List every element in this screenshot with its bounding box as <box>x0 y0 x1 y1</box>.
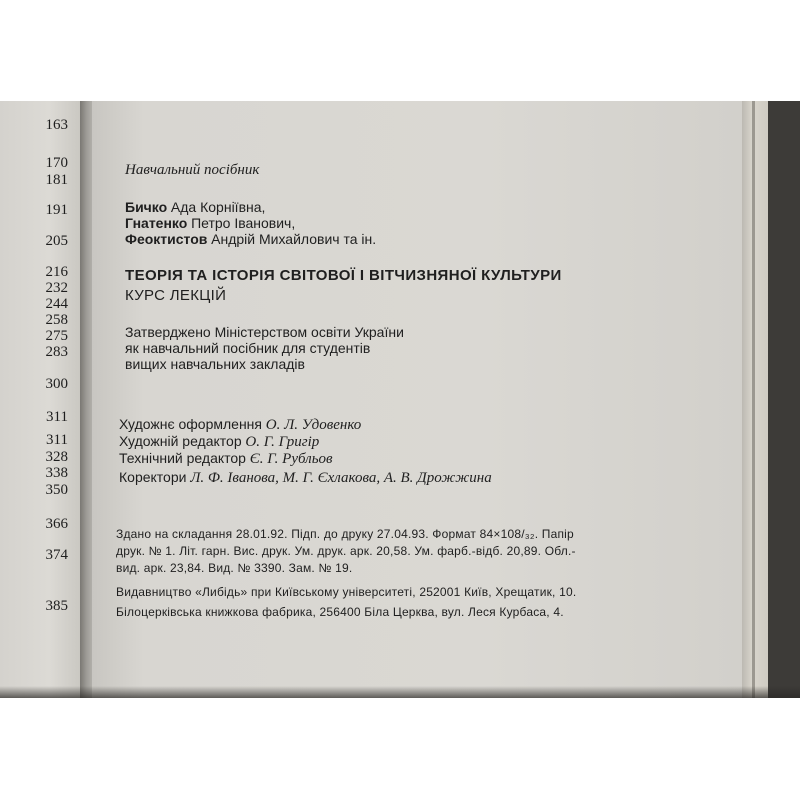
credit-line <box>119 450 333 467</box>
page-number: 275 <box>45 328 68 344</box>
author-given-name: Петро Іванович, <box>191 215 296 231</box>
bottom-shadow <box>0 686 800 698</box>
credit-names: Є. Г. Рубльов <box>249 451 333 467</box>
print-details-line: Здано на складання 28.01.92. Підп. до друку 27.04.93. Формат 84×108/₃₂. Папір <box>116 527 574 541</box>
book-photo <box>0 101 800 698</box>
imprint-page <box>92 101 742 698</box>
page-number: 311 <box>46 432 68 448</box>
page-number: 258 <box>45 312 68 328</box>
page-number: 338 <box>45 465 68 481</box>
page-number: 350 <box>45 482 68 498</box>
author-surname: Гнатенко <box>125 215 188 231</box>
page-number: 163 <box>45 117 68 133</box>
page-number: 283 <box>45 344 68 360</box>
credit-line <box>119 469 492 486</box>
approval-line: Затверджено Міністерством освіти України <box>125 324 404 340</box>
print-details-line: вид. арк. 23,84. Вид. № 3390. Зам. № 19. <box>116 561 353 575</box>
print-details-line: друк. № 1. Літ. гарн. Вис. друк. Ум. друк. арк. 20,58. Ум. фарб.-відб. 20,89. Обл.- <box>116 544 576 558</box>
approval-line: як навчальний посібник для студентів <box>125 340 371 356</box>
credit-line <box>119 416 361 433</box>
page-number: 216 <box>45 264 68 280</box>
credit-names: О. Г. Григір <box>245 434 320 450</box>
credit-role: Художнє оформлення <box>119 416 262 432</box>
page-number: 385 <box>45 598 68 614</box>
author-given-name: Ада Корніївна, <box>170 199 266 215</box>
author-surname: Феоктистов <box>125 231 208 247</box>
page-number: 181 <box>45 172 68 188</box>
page-number: 300 <box>45 376 68 392</box>
page-number: 232 <box>45 280 68 296</box>
printer-line: Білоцерківська книжкова фабрика, 256400 Біла Церква, вул. Леся Курбаса, 4. <box>116 605 564 619</box>
page-edges <box>742 101 768 698</box>
book-subtitle: КУРС ЛЕКЦІЙ <box>125 287 227 304</box>
page-number: 366 <box>45 516 68 532</box>
page-number: 205 <box>45 233 68 249</box>
page-edge-line <box>752 101 755 698</box>
book-title: ТЕОРІЯ ТА ІСТОРІЯ СВІТОВОЇ І ВІТЧИЗНЯНОЇ КУЛЬТУРИ <box>125 267 562 284</box>
book-type: Навчальний посібник <box>125 162 260 178</box>
author-line <box>125 215 295 232</box>
author-given-name: Андрій Михайлович та ін. <box>211 231 377 247</box>
page-number: 374 <box>45 547 68 563</box>
page-number: 170 <box>45 155 68 171</box>
approval-line: вищих навчальних закладів <box>125 356 305 372</box>
credit-role: Технічний редактор <box>119 450 246 466</box>
credit-names: Л. Ф. Іванова, М. Г. Єхлакова, А. В. Дрожжина <box>190 470 492 486</box>
page-number: 244 <box>45 296 68 312</box>
credit-line <box>119 433 319 450</box>
page-number: 311 <box>46 409 68 425</box>
credit-role: Художній редактор <box>119 433 242 449</box>
author-surname: Бичко <box>125 199 168 215</box>
page-number: 328 <box>45 449 68 465</box>
page-number: 191 <box>45 202 68 218</box>
author-line <box>125 231 376 248</box>
left-page <box>0 101 82 698</box>
author-line <box>125 199 265 216</box>
publisher-line: Видавництво «Либідь» при Київському університеті, 252001 Київ, Хрещатик, 10. <box>116 585 577 599</box>
credit-names: О. Л. Удовенко <box>265 417 362 433</box>
credit-role: Коректори <box>119 469 187 485</box>
